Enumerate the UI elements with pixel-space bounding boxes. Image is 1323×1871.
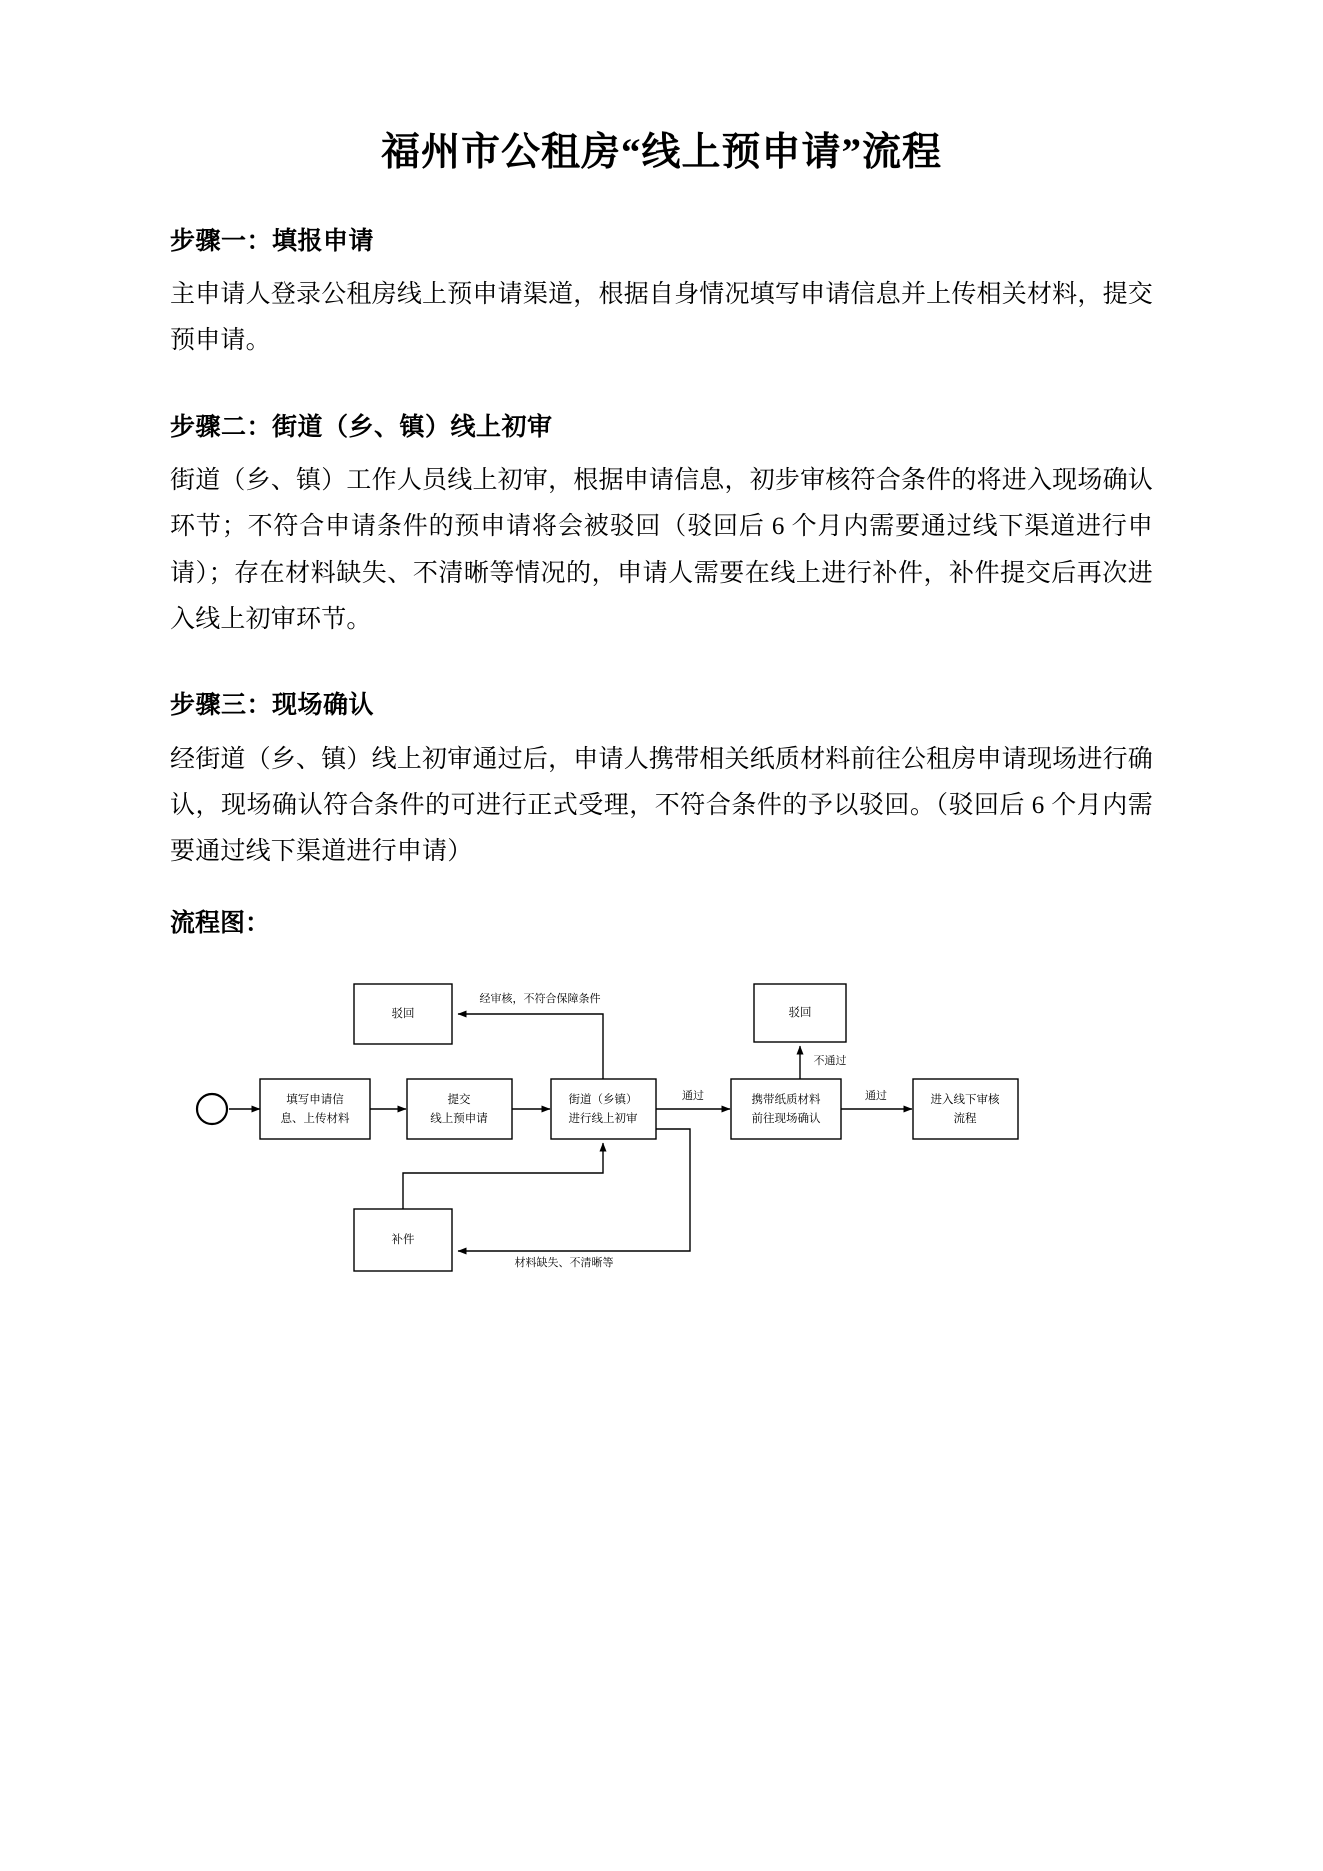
flow-node-fill-form-line2: 息、上传材料 — [280, 1112, 350, 1125]
flow-node-supplement-label: 补件 — [391, 1233, 415, 1246]
flowchart-svg — [170, 961, 1153, 1381]
section-body-step-1: 主申请人登录公租房线上预申请渠道，根据自身情况填写申请信息并上传相关材料，提交预申请。 — [170, 281, 1153, 355]
flowchart-label: 流程图： — [170, 910, 271, 938]
flow-node-submit-line2: 线上预申请 — [430, 1112, 488, 1125]
flowchart-container — [170, 961, 1153, 1391]
section-body-step-3: 经街道（乡、镇）线上初审通过后，申请人携带相关纸质材料前往公租房申请现场进行确认，现场确认符合条件的可进行正式受理，不符合条件的予以驳回。（驳回后 6 个月内需要通过线下渠道进行申请） — [170, 745, 1153, 866]
section-heading-step-1: 步骤一：填报申请 — [170, 227, 375, 255]
flow-edge-label-pass-onsite: 通过 — [865, 1089, 887, 1102]
flow-node-street-review-line2: 进行线上初审 — [568, 1112, 638, 1125]
flow-node-reject-right-label: 驳回 — [788, 1006, 812, 1019]
flow-node-street-review — [551, 1079, 656, 1139]
flow-node-submit-line1: 提交 — [447, 1093, 471, 1106]
section-heading-step-2: 步骤二：街道（乡、镇）线上初审 — [170, 413, 553, 441]
flow-edge-label-reject-condition: 经审核，不符合保障条件 — [479, 992, 601, 1005]
flow-edge-label-fail-onsite: 不通过 — [813, 1054, 847, 1067]
flow-node-fill-form — [260, 1079, 370, 1139]
flow-node-fill-form-line1: 填写申请信 — [286, 1093, 344, 1106]
flow-edge-label-pass-to-onsite: 通过 — [682, 1089, 704, 1102]
flow-node-offline — [913, 1079, 1018, 1139]
flow-edge-review-to-supplement — [458, 1129, 690, 1251]
flow-node-offline-line1: 进入线下审核 — [930, 1093, 1000, 1106]
flow-edge-label-supplement-condition: 材料缺失、不清晰等 — [514, 1256, 614, 1269]
section-heading-step-3: 步骤三：现场确认 — [170, 692, 375, 720]
flow-node-onsite-line1: 携带纸质材料 — [751, 1093, 821, 1106]
flow-node-reject-left-label: 驳回 — [391, 1007, 415, 1020]
flow-node-onsite-line2: 前往现场确认 — [751, 1112, 821, 1125]
flow-node-offline-line2: 流程 — [953, 1112, 977, 1125]
flow-node-street-review-line1: 街道（乡镇） — [568, 1093, 638, 1106]
section-body-step-2: 街道（乡、镇）工作人员线上初审，根据申请信息，初步审核符合条件的将进入现场确认环节；不符合申请条件的预申请将会被驳回（驳回后 6 个月内需要通过线下渠道进行申请）；存在材料缺失、不清晰等情况的，申请人需要在线上进行补件，补件提交后再次进入线上初审环节。 — [170, 467, 1153, 633]
flow-node-onsite — [731, 1079, 841, 1139]
flow-edge-review-to-reject-left — [458, 1014, 603, 1079]
flow-node-start — [197, 1094, 227, 1124]
flow-node-submit — [407, 1079, 512, 1139]
flow-edge-supplement-to-review — [403, 1143, 603, 1209]
page-title: 福州市公租房“线上预申请”流程 — [380, 131, 942, 174]
